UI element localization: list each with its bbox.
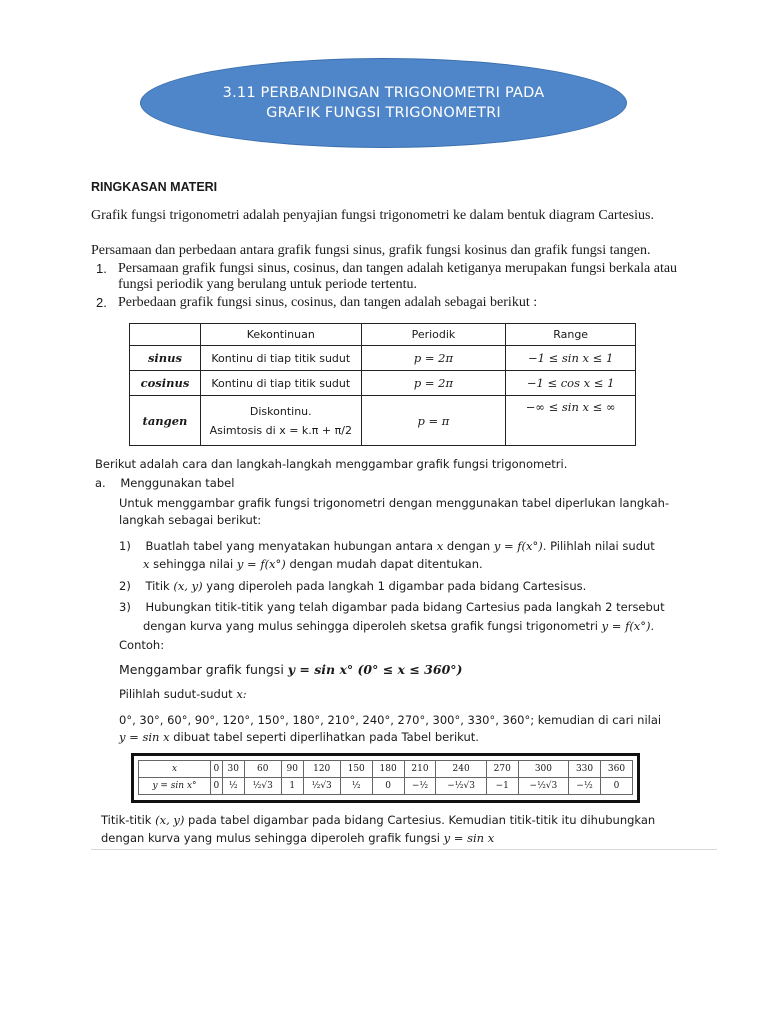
y-value-cell: −½ <box>569 778 601 795</box>
continuity-cell <box>200 396 361 446</box>
step-text: Hubungkan titik-titik yang telah digambar pada bidang Cartesius pada langkah 2 tersebut <box>145 600 665 614</box>
math-text: y = sin x <box>119 730 170 744</box>
step-text: Titik <box>145 579 170 593</box>
table-header: Kekontinuan <box>200 324 361 346</box>
x-value-cell: 120 <box>303 761 340 778</box>
step-a-desc: Untuk menggambar grafik fungsi trigonometri dengan menggunakan tabel diperlukan langkah- <box>119 496 670 510</box>
function-name: cosinus <box>130 371 201 396</box>
step-a-title: Menggunakan tabel <box>120 476 235 490</box>
y-value-cell: ½ <box>340 778 372 795</box>
y-value-cell: 0 <box>601 778 633 795</box>
title-banner <box>140 58 627 148</box>
list-item <box>96 295 686 311</box>
example-title <box>119 660 462 679</box>
x-value-cell: 90 <box>281 761 303 778</box>
step-number: 1) <box>119 539 131 553</box>
x-value-cell: 240 <box>436 761 486 778</box>
range-cell: −1 ≤ cos x ≤ 1 <box>506 371 636 396</box>
table-header-row <box>130 324 636 346</box>
y-row <box>139 778 633 795</box>
step-text: Titik-titik <box>101 813 152 827</box>
angles-list: 0°, 30°, 60°, 90°, 120°, 150°, 180°, 210°, 240°, 270°, 300°, 330°, 360°; kemudian di cari nilai <box>119 713 662 727</box>
step-text: Pilihlah sudut-sudut <box>119 687 233 701</box>
intro-paragraph: Grafik fungsi trigonometri adalah penyajian fungsi trigonometri ke dalam bentuk diagram Cartesius. <box>91 208 654 223</box>
x-value-cell: 60 <box>244 761 281 778</box>
step-number: 2) <box>119 579 131 593</box>
title-line-1: 3.11 PERBANDINGAN TRIGONOMETRI PADA <box>222 85 545 101</box>
step-a-heading <box>95 474 234 493</box>
math-text: x <box>143 557 150 571</box>
y-value-cell: 0 <box>372 778 404 795</box>
step-text: dengan <box>446 539 491 553</box>
section-heading: RINGKASAN MATERI <box>91 180 218 194</box>
continuity-line: Asimtosis di x = k.π + π/2 <box>209 423 352 437</box>
list-item <box>96 261 686 293</box>
step-text: Buatlah tabel yang menyatakan hubungan antara <box>145 539 434 553</box>
step-text: dengan kurva yang mulus sehingga diperoleh sketsa grafik fungsi trigonometri <box>143 619 598 633</box>
step-3-cont <box>143 617 654 636</box>
math-text: y = f(x°). <box>493 539 547 553</box>
x-row <box>139 761 633 778</box>
comparison-list <box>96 261 686 311</box>
period-cell: p = π <box>361 396 506 446</box>
pick-angles <box>119 685 247 704</box>
list-number: 2. <box>96 295 107 310</box>
table-header <box>130 324 201 346</box>
step-text: pada tabel digambar pada bidang Cartesius. Kemudian titik-titik itu dihubungkan <box>188 813 656 827</box>
period-cell: p = 2π <box>361 346 506 371</box>
math-text: y = f(x°) <box>236 557 286 571</box>
step-number: 3) <box>119 600 131 614</box>
range-cell: −∞ ≤ sin x ≤ ∞ <box>506 396 636 446</box>
x-value-cell: 180 <box>372 761 404 778</box>
table-row <box>130 371 636 396</box>
continuity-line: Diskontinu. <box>249 404 312 418</box>
x-value-cell: 300 <box>518 761 568 778</box>
function-name: tangen <box>130 396 201 446</box>
y-value-cell: ½√3 <box>303 778 340 795</box>
y-value-cell: −½ <box>404 778 436 795</box>
continuity-cell: Kontinu di tiap titik sudut <box>200 371 361 396</box>
step-text: dengan kurva yang mulus sehingga diperoleh grafik fungsi <box>101 831 440 845</box>
x-value-cell: 0 <box>211 761 223 778</box>
x-value-cell: 210 <box>404 761 436 778</box>
math-text: y = sin x° (0° ≤ x ≤ 360°) <box>287 662 463 677</box>
y-value-cell: −1 <box>486 778 518 795</box>
math-text: x <box>436 539 444 553</box>
math-text: (x, y) <box>155 813 185 827</box>
table-row <box>130 346 636 371</box>
step-3 <box>119 598 665 617</box>
step-text: sehingga nilai <box>153 557 234 571</box>
continuity-cell: Kontinu di tiap titik sudut <box>200 346 361 371</box>
x-value-cell: 30 <box>222 761 244 778</box>
closing-line-2 <box>101 829 494 848</box>
x-value-cell: 150 <box>340 761 372 778</box>
y-value-cell: ½ <box>222 778 244 795</box>
closing-line-1 <box>101 811 655 830</box>
list-number: 1. <box>96 261 107 276</box>
table-row <box>130 396 636 446</box>
title-line-2: GRAFIK FUNGSI TRIGONOMETRI <box>266 105 501 121</box>
y-label: y = sin x° <box>139 778 211 795</box>
step-1 <box>119 537 655 556</box>
x-value-cell: 270 <box>486 761 518 778</box>
y-value-cell: 0 <box>211 778 223 795</box>
sine-values-grid <box>138 760 633 795</box>
sine-values-table <box>131 753 640 803</box>
period-cell: p = 2π <box>361 371 506 396</box>
table-header: Range <box>506 324 636 346</box>
comparison-table <box>129 323 636 446</box>
step-a-desc: langkah sebagai berikut: <box>119 513 262 527</box>
range-cell: −1 ≤ sin x ≤ 1 <box>506 346 636 371</box>
y-value-cell: ½√3 <box>244 778 281 795</box>
math-text: x: <box>236 687 247 701</box>
list-text: Persamaan grafik fungsi sinus, cosinus, dan tangen adalah ketiganya merupakan fungsi berkala atau <box>118 261 678 276</box>
table-intro <box>119 728 479 747</box>
x-value-cell: 330 <box>569 761 601 778</box>
step-text: dengan mudah dapat ditentukan. <box>289 557 483 571</box>
x-value-cell: 360 <box>601 761 633 778</box>
step-2 <box>119 577 586 596</box>
list-text: Perbedaan grafik fungsi sinus, cosinus, dan tangen adalah sebagai berikut : <box>118 295 538 310</box>
math-text: y = f(x°). <box>601 619 655 633</box>
y-value-cell: −½√3 <box>518 778 568 795</box>
list-text: fungsi periodik yang berulang untuk periode tertentu. <box>118 277 417 292</box>
comparison-intro: Persamaan dan perbedaan antara grafik fungsi sinus, grafik fungsi kosinus dan grafik fungsi tangen. <box>91 243 651 258</box>
math-text: y = sin x <box>443 831 495 845</box>
step-1-cont <box>143 555 483 574</box>
y-value-cell: −½√3 <box>436 778 486 795</box>
table-header: Periodik <box>361 324 506 346</box>
page-divider <box>91 849 717 850</box>
step-text: yang diperoleh pada langkah 1 digambar pada bidang Cartesisus. <box>206 579 587 593</box>
function-name: sinus <box>130 346 201 371</box>
example-label: Contoh: <box>119 638 165 652</box>
step-text: dibuat tabel seperti diperlihatkan pada Tabel berikut. <box>173 730 479 744</box>
step-text: Pilihlah nilai sudut <box>550 539 655 553</box>
y-value-cell: 1 <box>281 778 303 795</box>
steps-intro: Berikut adalah cara dan langkah-langkah menggambar grafik fungsi trigonometri. <box>95 457 568 471</box>
step-text: Menggambar grafik fungsi <box>119 662 284 677</box>
math-text: (x, y) <box>173 579 203 593</box>
step-a-label: a. <box>95 476 106 490</box>
x-label: x <box>139 761 211 778</box>
